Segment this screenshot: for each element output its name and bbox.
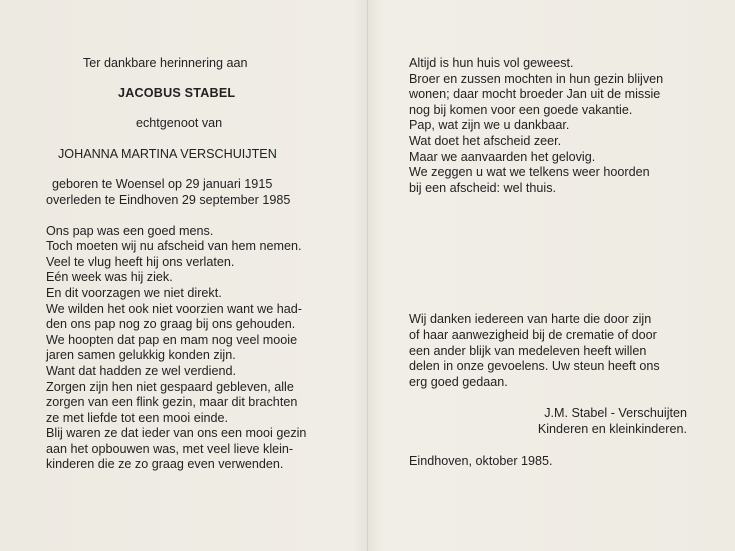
- place-date: Eindhoven, oktober 1985.: [409, 453, 553, 468]
- poem-line: Blij waren ze dat ieder van ons een mooi gezin: [46, 426, 307, 441]
- poem-line: Wat doet het afscheid zeer.: [409, 133, 562, 148]
- thanks-line: Wij danken iedereen van harte die door zijn: [409, 312, 652, 327]
- thanks-line: een ander blijk van medeleven heeft willen: [409, 343, 647, 358]
- poem-line: Eén week was hij ziek.: [46, 270, 173, 285]
- thanks-paragraph: [409, 312, 699, 390]
- poem-line: aan het opbouwen was, met veel lieve klein-: [46, 441, 294, 456]
- left-page: [46, 56, 346, 473]
- poem-line: Toch moeten wij nu afscheid van hem nemen.: [46, 239, 302, 254]
- poem-line: Veel te vlug heeft hij ons verlaten.: [46, 254, 235, 269]
- intro-text: Ter dankbare herinnering aan: [83, 56, 248, 70]
- spouse-name: JOHANNA MARTINA VERSCHUIJTEN: [58, 146, 277, 161]
- card-fold: [367, 0, 368, 551]
- poem-line: Broer en zussen mochten in hun gezin blijven: [409, 71, 664, 86]
- thanks-line: delen in onze gevoelens. Uw steun heeft ons: [409, 359, 660, 374]
- poem-line: Want dat hadden ze wel verdiend.: [46, 363, 236, 378]
- birth-line: geboren te Woensel op 29 januari 1915: [52, 177, 273, 192]
- poem-line: ze met liefde tot een mooi einde.: [46, 410, 229, 425]
- signature-name: J.M. Stabel - Verschuijten: [544, 406, 687, 421]
- poem-line: bij een afscheid: wel thuis.: [409, 180, 557, 195]
- poem-line: We hoopten dat pap en mam nog veel mooie: [46, 332, 298, 347]
- poem-left: [46, 224, 346, 474]
- poem-line: We wilden het ook niet voorzien want we had-: [46, 301, 302, 316]
- thanks-line: erg goed gedaan.: [409, 374, 508, 389]
- poem-line: wonen; daar mocht broeder Jan uit de missie: [409, 87, 661, 102]
- deceased-name: JACOBUS STABEL: [118, 85, 236, 100]
- poem-line: zorgen van een flink gezin, maar dit brachten: [46, 395, 298, 410]
- poem-line: Maar we aanvaarden het gelovig.: [409, 149, 596, 164]
- spouse-intro: echtgenoot van: [136, 116, 223, 131]
- signature-block: [409, 406, 699, 437]
- signature-family: Kinderen en kleinkinderen.: [537, 421, 687, 436]
- poem-line: Zorgen zijn hen niet gespaard gebleven, alle: [46, 379, 294, 394]
- poem-line: jaren samen gelukkig konden zijn.: [46, 348, 236, 363]
- death-line: overleden te Eindhoven 29 september 1985: [46, 192, 291, 207]
- poem-right: [409, 56, 699, 196]
- poem-line: Ons pap was een goed mens.: [46, 223, 214, 238]
- poem-line: nog bij komen voor een goede vakantie.: [409, 102, 633, 117]
- poem-line: Pap, wat zijn we u dankbaar.: [409, 118, 570, 133]
- thanks-line: of haar aanwezigheid bij de crematie of door: [409, 327, 657, 342]
- poem-line: Altijd is hun huis vol geweest.: [409, 56, 574, 70]
- poem-line: kinderen die ze zo graag even verwenden.: [46, 457, 284, 472]
- poem-line: We zeggen u wat we telkens weer hoorden: [409, 165, 650, 180]
- right-page: [409, 56, 699, 469]
- poem-line: En dit voorzagen we niet direkt.: [46, 285, 222, 300]
- poem-line: den ons pap nog zo graag bij ons gehouden.: [46, 317, 296, 332]
